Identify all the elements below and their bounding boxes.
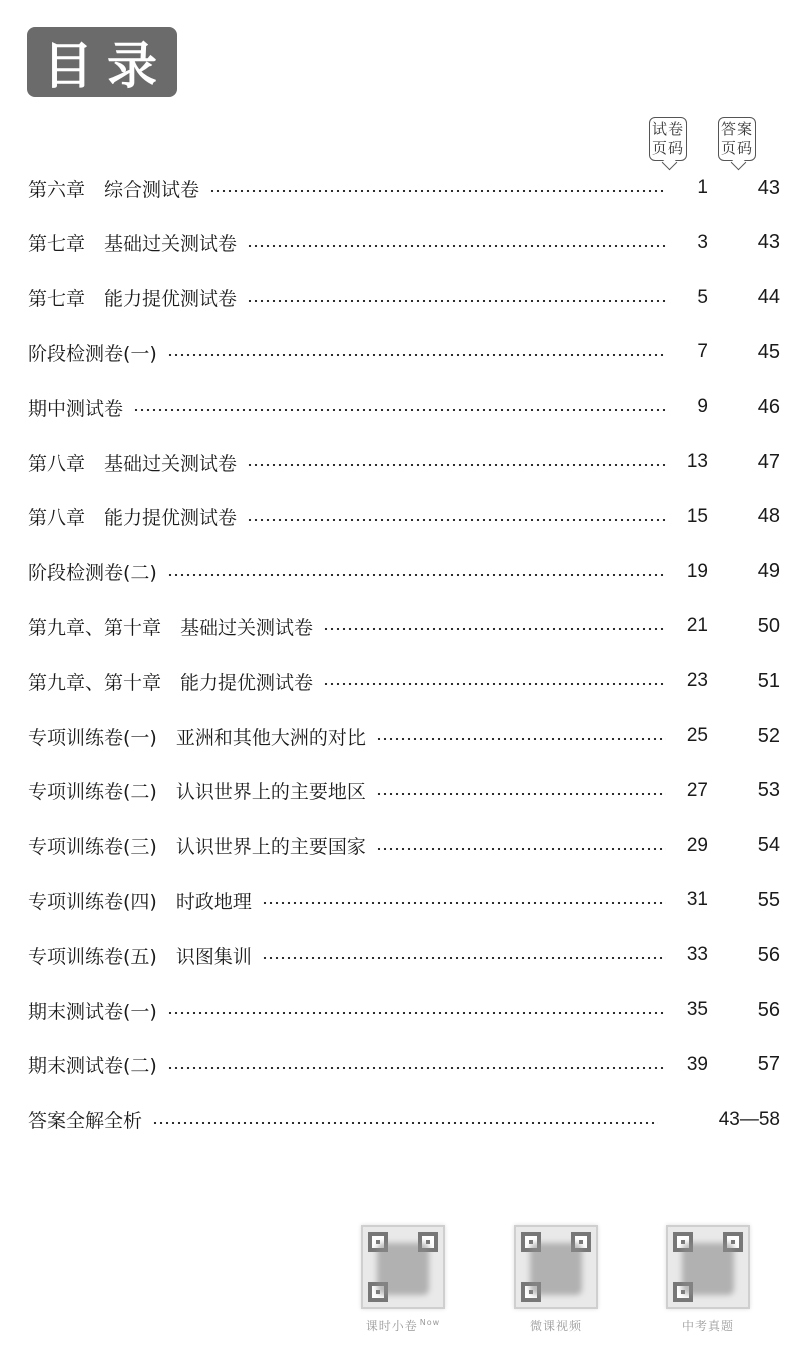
toc-answer-page: 45	[757, 340, 780, 363]
toc-test-page: 15	[686, 505, 708, 527]
toc-answer-page: 46	[757, 395, 780, 418]
toc-answer-page: 50	[757, 614, 780, 637]
dot-leader	[247, 245, 666, 247]
page-title: 目录	[27, 27, 177, 97]
dot-leader	[323, 628, 666, 630]
toc-entry-title: 阶段检测卷(一)	[28, 342, 157, 365]
toc-answer-page: 51	[757, 669, 780, 692]
toc-test-page: 1	[697, 177, 708, 198]
toc-entry-title: 第七章 能力提优测试卷	[28, 288, 238, 311]
qr-code-icon	[514, 1225, 598, 1309]
qr-badge: Now	[419, 1318, 441, 1327]
toc-test-page: 29	[686, 834, 708, 856]
toc-entry-title: 第九章、第十章 能力提优测试卷	[28, 671, 314, 694]
answer-page-header-line2: 页码	[720, 139, 753, 157]
toc-entry[interactable]	[28, 392, 780, 422]
test-page-column-header	[649, 117, 687, 161]
toc-test-page: 9	[697, 396, 708, 418]
dot-leader	[247, 300, 666, 302]
dot-leader	[247, 519, 666, 521]
toc-entry[interactable]	[28, 995, 780, 1025]
toc-answer-page: 44	[757, 286, 780, 309]
toc-entry[interactable]	[28, 940, 780, 970]
toc-test-page: 39	[686, 1053, 708, 1075]
toc-answer-page: 48	[757, 505, 780, 528]
qr-caption: 微课视频	[529, 1319, 582, 1333]
toc-entry[interactable]	[28, 776, 780, 806]
toc-entry-title: 专项训练卷(三) 认识世界上的主要国家	[28, 836, 366, 859]
toc-answer-page: 57	[757, 1053, 780, 1076]
toc-entry-title: 期中测试卷	[28, 397, 124, 420]
toc-entry[interactable]	[28, 283, 780, 313]
toc-entry-title: 阶段检测卷(二)	[28, 562, 157, 585]
toc-test-page: 27	[686, 779, 708, 801]
toc-test-page: 23	[686, 670, 708, 692]
dot-leader	[133, 409, 666, 411]
toc-entry-title: 第七章 基础过关测试卷	[28, 233, 238, 256]
qr-code-lesson-quiz[interactable]	[358, 1225, 448, 1334]
toc-entry[interactable]	[28, 1050, 780, 1080]
toc-test-page: 3	[697, 231, 708, 253]
test-page-header-line2: 页码	[651, 139, 684, 157]
dot-leader	[323, 683, 666, 685]
toc-test-page: 7	[697, 341, 708, 363]
toc-answer-page: 54	[757, 834, 780, 857]
dot-leader	[209, 190, 666, 192]
toc-answer-page: 56	[757, 943, 780, 966]
toc-entry[interactable]	[28, 611, 780, 641]
toc-test-page: 31	[686, 889, 708, 911]
toc-entry-title: 专项训练卷(五) 识图集训	[28, 945, 252, 968]
toc-test-page: 25	[686, 725, 708, 746]
toc-test-page: 19	[686, 560, 708, 582]
dot-leader	[376, 848, 666, 850]
dot-leader	[262, 902, 666, 904]
toc-test-page: 35	[686, 999, 708, 1020]
toc-answer-page: 47	[757, 450, 780, 473]
toc-answer-page: 55	[757, 888, 780, 911]
dot-leader	[167, 354, 666, 356]
toc-entry[interactable]	[28, 721, 780, 751]
toc-entry-title: 第六章 综合测试卷	[28, 178, 200, 201]
dot-leader	[247, 464, 666, 466]
toc-entry-title: 第八章 基础过关测试卷	[28, 452, 238, 475]
toc-answer-page: 43	[757, 176, 780, 199]
toc-entry-title: 专项训练卷(一) 亚洲和其他大洲的对比	[28, 726, 366, 749]
toc-entry-title: 第八章 能力提优测试卷	[28, 507, 238, 530]
toc-entry[interactable]	[28, 1105, 780, 1135]
qr-code-micro-video[interactable]	[511, 1225, 601, 1334]
qr-code-icon	[361, 1225, 445, 1309]
toc-entry[interactable]	[28, 337, 780, 367]
toc-test-page: 21	[686, 615, 708, 637]
toc-entry[interactable]	[28, 173, 780, 203]
toc-entry-title: 期末测试卷(二)	[28, 1055, 157, 1078]
dot-leader	[262, 957, 666, 959]
toc-answer-page: 52	[757, 724, 780, 747]
toc-entry[interactable]	[28, 228, 780, 258]
qr-caption: 课时小卷	[365, 1319, 418, 1333]
qr-caption: 中考真题	[681, 1319, 734, 1333]
toc-entry[interactable]	[28, 502, 780, 532]
toc-test-page: 5	[697, 286, 708, 308]
toc-entry-title: 专项训练卷(二) 认识世界上的主要地区	[28, 781, 366, 804]
toc-entry-title: 专项训练卷(四) 时政地理	[28, 890, 252, 913]
dot-leader	[152, 1122, 658, 1124]
toc-answer-page: 49	[757, 560, 780, 583]
toc-test-page: 13	[686, 451, 708, 472]
answer-page-column-header	[718, 117, 756, 161]
dot-leader	[167, 1067, 666, 1069]
dot-leader	[376, 793, 666, 795]
qr-code-icon	[666, 1225, 750, 1309]
toc-entry[interactable]	[28, 885, 780, 915]
toc-test-page: 33	[686, 944, 708, 966]
toc-entry[interactable]	[28, 666, 780, 696]
toc-answer-page: 56	[757, 998, 780, 1021]
answer-page-header-line1: 答案	[720, 120, 753, 138]
toc-entry-title: 答案全解全析	[28, 1110, 143, 1133]
toc-entry-title: 期末测试卷(一)	[28, 1000, 157, 1023]
dot-leader	[167, 1012, 666, 1014]
qr-code-exam-questions[interactable]	[663, 1225, 753, 1334]
toc-entry[interactable]	[28, 831, 780, 861]
toc-entry[interactable]	[28, 447, 780, 477]
toc-entry[interactable]	[28, 557, 780, 587]
toc-answer-page: 53	[757, 779, 780, 802]
dot-leader	[376, 738, 666, 740]
dot-leader	[167, 574, 666, 576]
toc-test-page: 43—58	[718, 1108, 780, 1130]
toc-answer-page: 43	[757, 231, 780, 254]
test-page-header-line1: 试卷	[651, 120, 684, 138]
toc-entry-title: 第九章、第十章 基础过关测试卷	[28, 616, 314, 639]
